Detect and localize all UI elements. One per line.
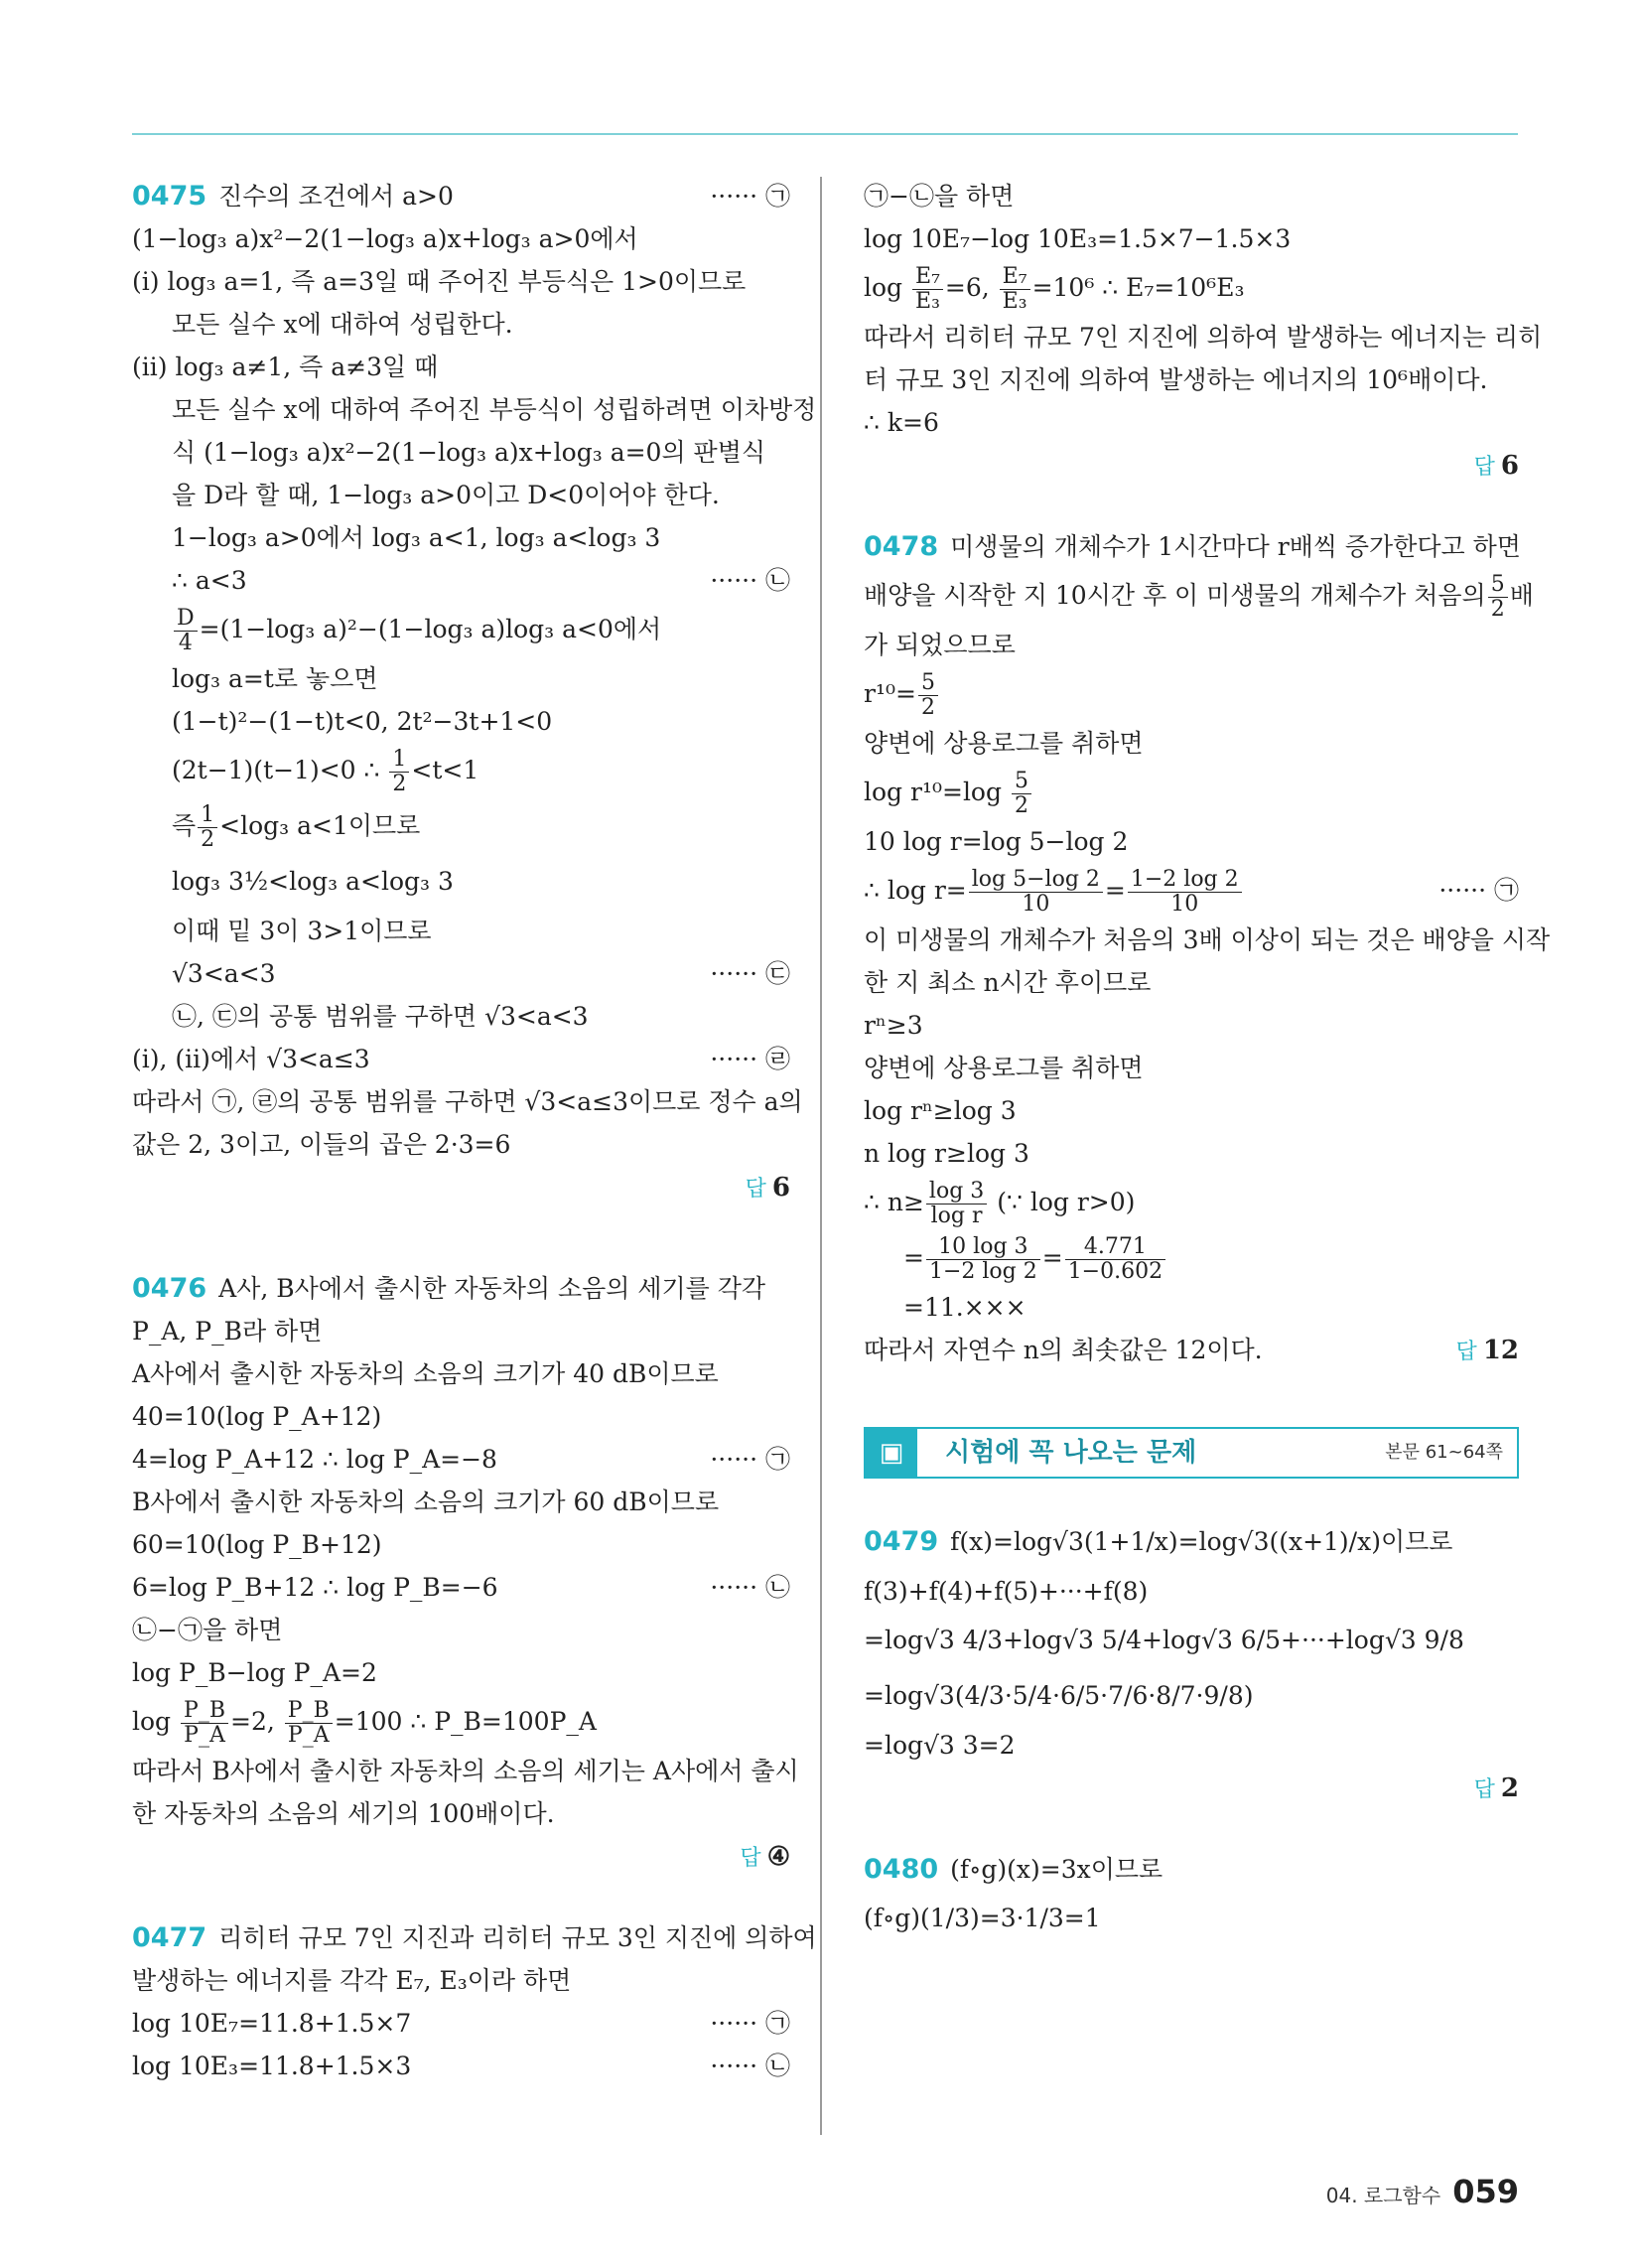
top-rule [132,133,1518,135]
answer: 답 6 [745,1173,790,1203]
fraction: $\frac{1}{2}$ [198,803,217,852]
marker: ······ ㉡ [710,566,790,595]
page-footer [1326,2173,1519,2210]
banner-page-ref: 본문 61~64쪽 [1385,1442,1503,1463]
section-banner [864,1427,1519,1479]
left-column [132,175,817,2087]
fraction: $\frac{4.771}{1-0.602}$ [1065,1235,1165,1284]
page-number: 059 [1452,2173,1519,2210]
fraction: $\frac{10 \log 3}{1-2 \log 2}$ [926,1235,1040,1284]
answer: 답 12 [1455,1336,1519,1365]
fraction: $\frac{5}{2}$ [1488,573,1508,622]
marker: ······ ㉠ [710,182,790,211]
problem-0477-continued: ㉠−㉡을 하면 log 10E₇−log 10E₃=1.5×7−1.5×3 log $\frac{\text{E₇}}{\text{E₃}}$ =6, $\frac{\text{E₇}}{\text{E₃}}$ =10⁶ ∴ E₇=10⁶E₃ 따라서 리히터 규모 7인 지진에 의하여 발생하는 에너지는 리히 터 규모 3인 지진에 의하여 발생하는 에너지의 10⁶배이다. ∴ k=6 답 6 [864,175,1519,490]
problem-0477: 0477 리히터 규모 7인 지진과 리히터 규모 3인 지진에 의하여 발생하는 에너지를 각각 E₇, E₃이라 하면 log 10E₇=11.8+1.5×7 ······ ㉠ log 10E₃=11.8+1.5×3 ······ ㉡ [132,1916,790,2087]
problem-0476: 0476 A사, B사에서 출시한 자동차의 소음의 세기를 각각 P_A, P_B라 하면 A사에서 출시한 자동차의 소음의 크기가 40 dB이므로 40=10(log P_A+12) 4=log P_A+12 ∴ log P_A=−8 ······ ㉠ B사에서 출시한 자동차의 소음의 크기가 60 dB이므로 60=10(log P_B+12) 6=log P_B+12 ∴ log P_B=−6 ······ ㉡ ㉡−㉠을 하면 log P_B−log P_A=2 log $\frac{P\_B}{P\_A}$ =2, $\frac{P\_B}{P\_A}$ =100 ∴ P_B=100P_A 따라서 B사에서 출시한 자동차의 소음의 세기는 A사에서 출시 한 자동차의 소음의 세기의 100배이다. 답 ④ [132,1267,790,1881]
answer: 답 2 [1473,1773,1519,1803]
problem-number: 0478 [864,531,939,562]
marker: ······ ㉠ [1438,876,1519,905]
fraction: $\frac{\log 3}{\text{log r}}$ [926,1180,987,1228]
answer: 답 6 [1473,451,1519,481]
fraction: $\frac{5}{2}$ [1012,770,1031,818]
fraction: $\frac{P\_B}{P\_A}$ [285,1699,333,1748]
fraction: $\frac{\log 5-\log 2}{10}$ [969,868,1103,917]
problem-0479: 0479 f(x)=log√3(1+1/x)=log√3((x+1)/x)이므로 f(3)+f(4)+f(5)+···+f(8) =log√3 4/3+log√3 5/4+log√3 6/5+···+log√3 9/8 =log√3(4/3·5/4·6/5·7/6·8/7·9/8) =log√3 3=2 답 2 [864,1514,1519,1812]
fraction: $\frac{P\_B}{P\_A}$ [181,1699,228,1748]
problem-0478: 0478 미생물의 개체수가 1시간마다 r배씩 증가한다고 하면 배양을 시작한 지 10시간 후 이 미생물의 개체수가 처음의 $\frac{5}{2}$ 배 가 되었으므로 r¹⁰= $\frac{5}{2}$ 양변에 상용로그를 취하면 log r¹⁰=log $\frac{5}{2}$ 10 log r=log 5−log 2 ∴ log r= $\frac{\log 5-\log 2}{10}$ = $\frac{1-2 \log 2}{10}$ ······ ㉠ 이 미생물의 개체수가 처음의 3배 이상이 되는 것은 배양을 시작 한 지 최소 n시간 후이므로 rⁿ≥3 양변에 상용로그를 취하면 log rⁿ≥log 3 n log r≥log 3 ∴ n≥ $\frac{\log 3}{\text{log r}}$ (∵ log r>0) = $\frac{10 \log 3}{1-2 \log 2}$ = $\frac{4.771}{1-0.602}$ =11.××× 따라서 자연수 n의 최솟값은 12이다. 답 12 [864,525,1519,1371]
problem-number: 0480 [864,1854,939,1885]
marker: ······ ㉢ [710,959,790,988]
problem-number: 0479 [864,1526,939,1557]
answer: 답 ④ [740,1842,790,1872]
banner-title: 시험에 꼭 나오는 문제 [945,1438,1197,1468]
fraction: $\frac{5}{2}$ [918,671,938,720]
right-column [864,175,1551,1946]
column-divider [820,177,822,2135]
problem-number: 0477 [132,1922,207,1953]
fraction: $\frac{1-2 \log 2}{10}$ [1128,868,1242,917]
problem-number: 0475 [132,181,207,212]
book-icon: ▣ [866,1429,917,1477]
fraction: $\frac{\text{E₇}}{\text{E₃}}$ [1000,265,1030,314]
fraction: $\frac{1}{2}$ [389,748,409,796]
chapter-label: 04. 로그함수 [1325,2184,1441,2207]
marker: ······ ㉡ [710,1573,790,1602]
problem-number: 0476 [132,1273,207,1304]
fraction: $\frac{\text{E₇}}{\text{E₃}}$ [912,265,943,314]
marker: ······ ㉠ [710,1445,790,1474]
marker: ······ ㉣ [710,1045,790,1073]
fraction: $\frac{D}{4}$ [174,607,198,655]
marker: ······ ㉡ [710,2052,790,2080]
problem-0480: 0480 (f∘g)(x)=3x이므로 (f∘g)(1/3)=3·1/3=1 [864,1854,1163,1932]
problem-0475: 0475 진수의 조건에서 a>0 ······ ㉠ (1−log₃ a)x²−2(1−log₃ a)x+log₃ a>0에서 (ⅰ) log₃ a=1, 즉 a=3일 때 주어진 부등식은 1>0이므로 모든 실수 x에 대하여 성립한다. (ⅱ) log₃ a≠1, 즉 a≠3일 때 모든 실수 x에 대하여 주어진 부등식이 성립하려면 이차방정 식 (1−log₃ a)x²−2(1−log₃ a)x+log₃ a=0의 판별식 을 D라 할 때, 1−log₃ a>0이고 D<0이어야 한다. 1−log₃ a>0에서 log₃ a<1, log₃ a<log₃ 3 ∴ a<3 ······ ㉡ $\frac{D}{4}$ =(1−log₃ a)²−(1−log₃ a)log₃ a<0에서 log₃ a=t로 놓으면 (1−t)²−(1−t)t<0, 2t²−3t+1<0 (2t−1)(t−1)<0 ∴ $\frac{1}{2}$ <t<1 즉 $\frac{1}{2}$ <log₃ a<1이므로 log₃ 3½<log₃ a<log₃ 3 이때 밑 3이 3>1이므로 √3<a<3 ······ ㉢ ㉡, ㉢의 공통 범위를 구하면 √3<a<3 (ⅰ), (ⅱ)에서 √3<a≤3 ······ ㉣ 따라서 ㉠, ㉣의 공통 범위를 구하면 √3<a≤3이므로 정수 a의 값은 2, 3이고, 이들의 곱은 2·3=6 답 6 [132,175,790,1211]
marker: ······ ㉠ [710,2009,790,2038]
